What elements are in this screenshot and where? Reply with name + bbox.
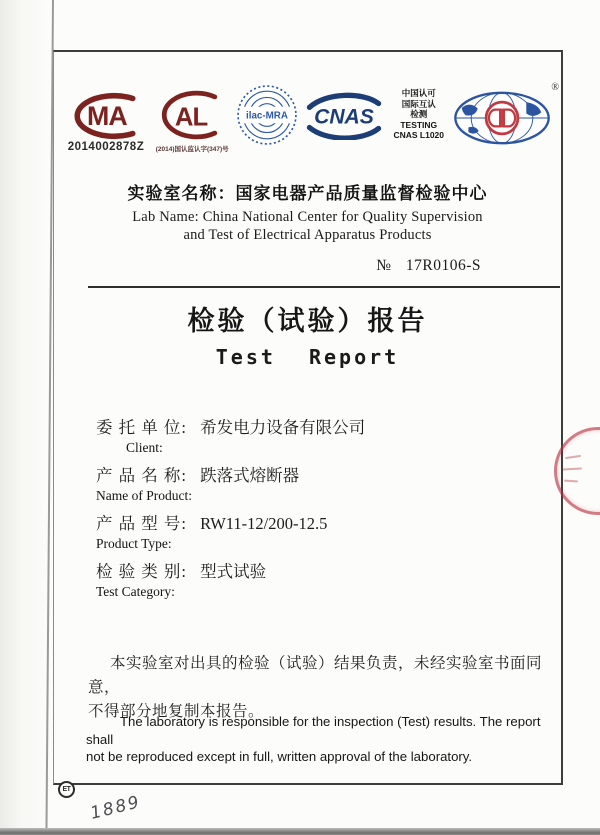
disclaimer-english [86, 713, 564, 766]
field-test-category-value: 型式试验 [200, 562, 267, 581]
page-border-frame [53, 50, 563, 785]
cnas-label: CNAS [313, 105, 374, 129]
field-test-category-cn-line [96, 560, 526, 583]
field-product-type-value: RW11-12/200-12.5 [200, 514, 328, 533]
field-product-type-label-en: Product Type: [96, 536, 172, 551]
cnas-logo-block [303, 92, 385, 140]
lab-name-english-line1 [54, 209, 561, 226]
report-title-chinese: 检验（试验）报告 [187, 306, 428, 336]
field-client-label-en: Client: [126, 440, 163, 455]
field-test-category-label-en: Test Category: [96, 584, 175, 599]
field-product-name-cn-line [96, 464, 526, 487]
ilac-mra-label: ilac-MRA [246, 110, 289, 122]
accreditation-logo-row [64, 80, 559, 153]
accreditation-line-2: 国际互认 [401, 98, 436, 109]
lab-name-english-value: China National Center for Quality Supervision [202, 209, 483, 225]
report-title-english: Test Report [215, 345, 400, 369]
cma-letters: MA [87, 101, 127, 132]
field-product-name-value: 跌落式熔断器 [200, 466, 300, 485]
lab-name-english-label: Lab Name: [132, 209, 199, 225]
globe-emblem-block [453, 82, 559, 146]
cnas-mark-icon [303, 92, 385, 140]
lab-name-chinese: 实验室名称：国家电器产品质量监督检验中心 [127, 184, 488, 203]
al-logo-block [152, 88, 232, 153]
field-client-label-cn: 委 托 单 位: [96, 418, 187, 437]
al-mark-icon [152, 88, 232, 142]
cma-mark-icon [64, 92, 148, 140]
field-product-name-label-cn: 产 品 名 称: [96, 466, 187, 485]
lab-name-section [54, 179, 561, 244]
cma-logo-block [64, 92, 148, 153]
cma-certificate-number: 2014002878Z [67, 141, 145, 153]
field-product-name [96, 464, 526, 505]
registered-trademark-symbol: ® [551, 82, 559, 93]
stamp-ink-mark [565, 455, 581, 459]
scan-left-edge-shade [0, 0, 52, 835]
circled-stamp-mark: ET [58, 781, 75, 798]
field-product-type-cn-line [96, 512, 526, 535]
field-product-name-label-en: Name of Product: [96, 488, 192, 503]
report-number-value: 17R0106-S [405, 257, 481, 274]
stamp-ink-mark [564, 480, 578, 483]
scan-bottom-edge [0, 828, 600, 835]
report-fields [96, 416, 526, 608]
field-test-category-label-cn: 检 验 类 别: [96, 562, 187, 581]
ilac-mra-logo-block [236, 84, 298, 146]
al-certificate-number: (2014)国认监认字(347)号 [155, 146, 229, 153]
ilac-mra-icon [236, 84, 298, 146]
field-client [96, 416, 526, 457]
field-test-category [96, 560, 526, 601]
disclaimer-chinese-line2: 不得部分地复制本报告。 [88, 703, 265, 720]
accreditation-line-4: TESTING [400, 119, 438, 130]
disclaimer-english-line1: The laboratory is responsible for the inspection (Test) results. The report shall [86, 714, 541, 747]
disclaimer-english-line2: not be reproduced except in full, written approval of the laboratory. [86, 749, 473, 764]
stamp-ink-mark [562, 467, 582, 470]
accreditation-line-1: 中国认可 [401, 88, 436, 98]
globe-emblem-icon [453, 90, 551, 146]
disclaimer-chinese-line1: 本实验室对出具的检验（试验）结果负责，未经实验室书面同意， [88, 655, 543, 696]
accreditation-text-block [389, 88, 449, 141]
report-number-rule [88, 286, 560, 288]
field-client-value: 希发电力设备有限公司 [200, 418, 366, 437]
field-product-type-label-cn: 产 品 型 号: [96, 514, 187, 533]
field-client-cn-line [96, 416, 526, 439]
al-letters: AL [175, 103, 208, 132]
accreditation-line-5: CNAS L1020 [393, 130, 445, 140]
lab-name-english-line2: and Test of Electrical Apparatus Products [183, 227, 432, 243]
field-product-type [96, 512, 526, 553]
accreditation-line-3: 检测 [410, 109, 428, 119]
report-number-label: № [376, 257, 392, 274]
handwritten-note: 1889 [88, 792, 143, 824]
report-number [376, 257, 481, 275]
